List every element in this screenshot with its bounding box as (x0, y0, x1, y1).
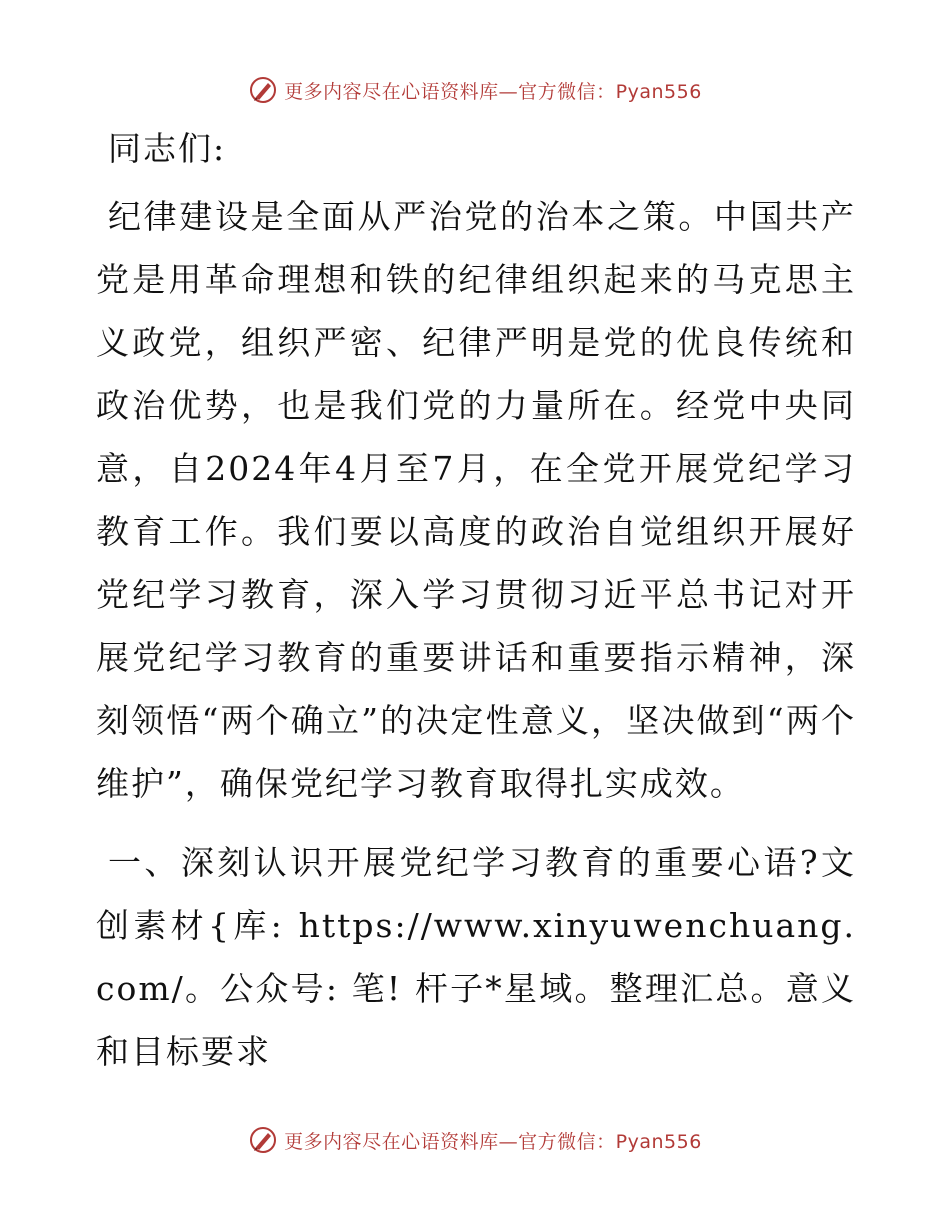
document-body (96, 126, 856, 1083)
header-banner-label: 更多内容尽在心语资料库—官方微信： (284, 80, 616, 103)
footer-wechat-id: Pyan556 (615, 1130, 702, 1153)
salutation: 同志们: (108, 129, 227, 168)
header-banner (0, 70, 950, 110)
header-banner-text (284, 77, 702, 104)
section-heading-one: 一、深刻认识开展党纪学习教育的重要心语?文创素材{库: https://www.xinyuwenchuang.com/。公众号: 笔! 杆子*星域。整理汇总。意义和目标要求 (96, 843, 856, 1071)
footer-banner-text (284, 1127, 702, 1154)
header-wechat-id: Pyan556 (615, 80, 702, 103)
pen-logo-icon (248, 1125, 278, 1155)
footer-banner (0, 1120, 950, 1160)
footer-banner-label: 更多内容尽在心语资料库—官方微信： (284, 1130, 616, 1153)
paragraph-intro: 纪律建设是全面从严治党的治本之策。中国共产党是用革命理想和铁的纪律组织起来的马克思主义政党，组织严密、纪律严明是党的优良传统和政治优势，也是我们党的力量所在。经党中央同意，自2024年4月至7月，在全党开展党纪学习教育工作。我们要以高度的政治自觉组织开展好党纪学习教育，深入学习贯彻习近平总书记对开展党纪学习教育的重要讲话和重要指示精神，深刻领悟“两个确立”的决定性意义，坚决做到“两个维护”，确保党纪学习教育取得扎实成效。 (96, 197, 856, 803)
pen-logo-icon (248, 75, 278, 105)
